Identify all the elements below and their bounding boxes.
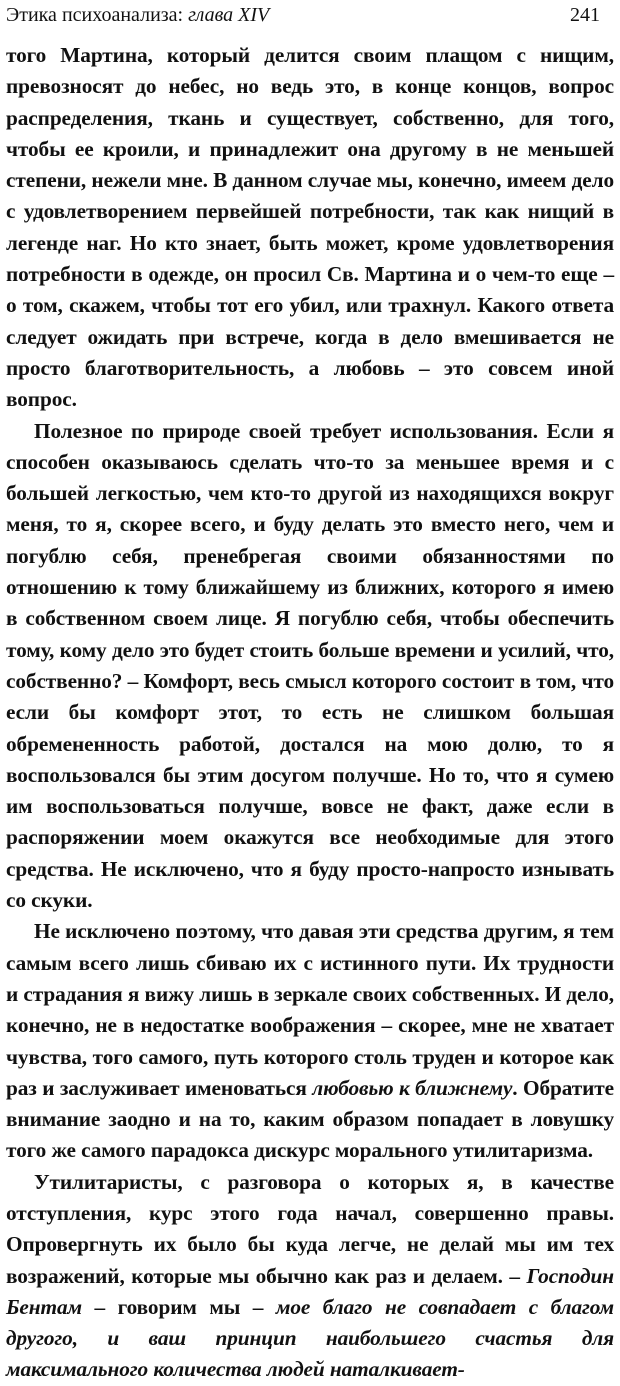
text-run: Утилитаристы, с разговора о которых я, в качестве отступления, курс этого года начал, совершенно правы. Опровергнуть их было бы куда легче, не делай мы им тех возражений, которые мы обычно как раз и делаем. – — [6, 1169, 614, 1288]
paragraph — [6, 1167, 614, 1386]
chapter-title — [6, 0, 269, 30]
running-header — [6, 0, 614, 40]
paragraph — [6, 416, 614, 917]
chapter-title-prefix: Этика психоанализа: — [6, 4, 189, 26]
page-body — [6, 40, 614, 1386]
text-run: – говорим мы – — [82, 1294, 276, 1319]
text-run: . Обратите внимание заодно и на то, каким образом попадает в ловушку того же самого парадокса дискурс морального утилитаризма. — [6, 1075, 614, 1163]
text-run: Не исключено поэтому, что давая эти средства другим, я тем самым всего лишь сбиваю их с истинного пути. Их трудности и страдания я вижу лишь в зеркале своих собственных. И дело, конечно, не в недостатке воображения – скорее, мне не хватает чувства, того самого, путь которого столь труден и которое как раз и заслуживает именоваться — [6, 919, 614, 1100]
text-run: Полезное по природе своей требует использования. Если я способен оказываюсь сделать что-то за меньшее время и с большей легкостью, чем кто-то другой из находящихся вокруг меня, то я, скорее всего, и буду делать это вместо него, чем и погублю себя, пренебрегая своими обязанностями по отношению к тому ближайшему из ближних, которого я имею в собственном своем лице. Я погублю себя, чтобы обеспечить тому, кому дело это будет стоить больше времени и усилий, что, собственно? – Комфорт, весь смысл которого состоит в том, что если бы комфорт этот, то есть не слишком большая обремененность работой, достался на мою долю, то я воспользовался бы этим досугом получше. Но то, что я сумею им воспользоваться получше, вовсе не факт, даже если в распоряжении моем окажутся все необходимые для этого средства. Не исключено, что я буду просто-напросто изнывать со скуки. — [6, 418, 614, 913]
page-number: 241 — [570, 4, 600, 26]
paragraph — [6, 40, 614, 416]
paragraph — [6, 916, 614, 1166]
italic-run: любовью к ближнему — [312, 1075, 513, 1100]
chapter-title-italic: глава XIV — [188, 4, 270, 26]
italic-run: мое благо не совпадает с благом другого, и ваш принцип наибольшего счастья для максимального количества людей наталкивает- — [6, 1294, 615, 1382]
text-run: того Мартина, который делится своим плащом с нищим, превозносят до небес, но ведь это, в конце концов, вопрос распределения, ткань и существует, собственно, для того, чтобы ее кроили, и принадлежит она другому в не меньшей степени, нежели мне. В данном случае мы, конечно, имеем дело с удовлетворением первейшей потребности, так как нищий в легенде наг. Но кто знает, быть может, кроме удовлетворения потребности в одежде, он просил Св. Мартина и о чем-то еще – о том, скажем, чтобы тот его убил, или трахнул. Какого ответа следует ожидать при встрече, когда в дело вмешивается не просто благотворительность, а любовь – это совсем иной вопрос. — [6, 43, 614, 412]
italic-run: Господин Бентам — [6, 1263, 614, 1319]
